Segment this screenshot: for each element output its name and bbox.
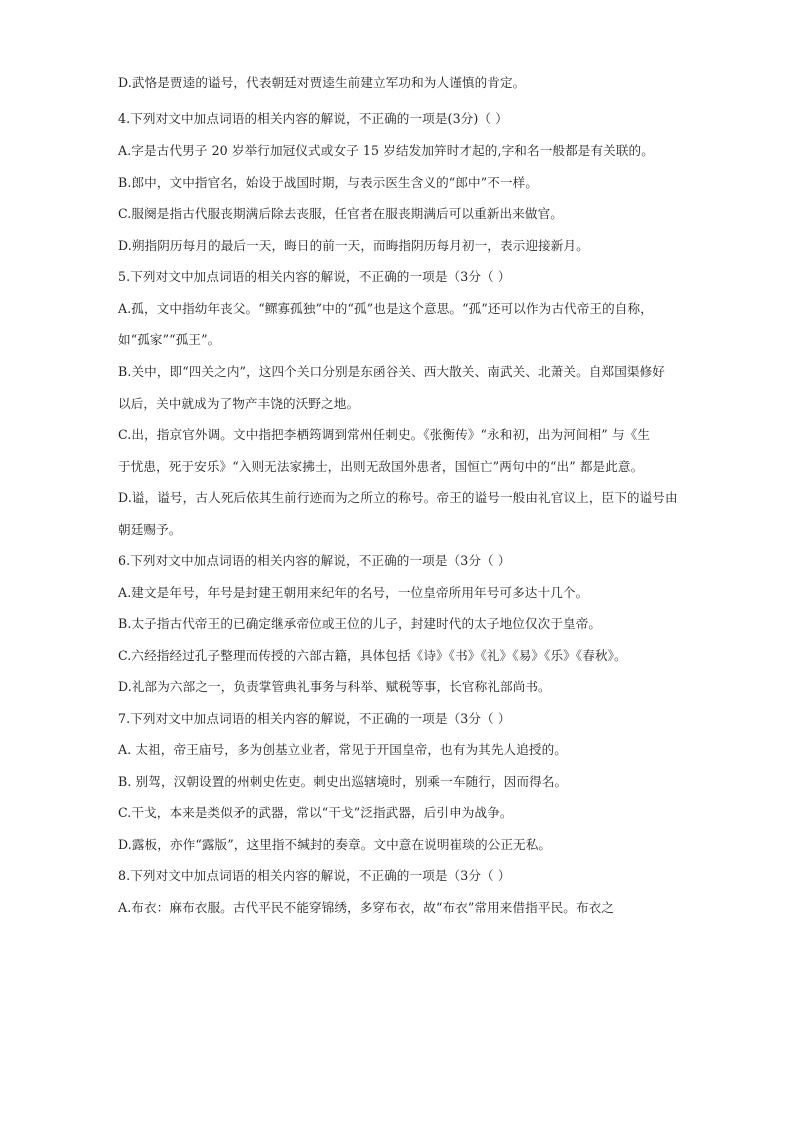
line-option-d-q3: D.武恪是贾逵的谥号，代表朝廷对贾逵生前建立军功和为人谨慎的肯定。: [118, 75, 526, 90]
line-question-4: 4.下列对文中加点词语的相关内容的解说，不正确的一项是(3分)（ ）: [118, 111, 508, 126]
line-option-a-q5: A.孤，文中指幼年丧父。“鳏寡孤独”中的“孤”也是这个意思。“孤”还可以作为古代帝王的自称，: [118, 301, 653, 316]
line-option-d-q5-cont: 朝廷赐予。: [118, 522, 182, 537]
line-option-c-q5-cont: 于忧患，死于安乐》“入则无法家拂士，出则无敌国外患者，国恒亡”两句中的“出” 都是此意。: [118, 459, 644, 474]
line-option-b-q5-cont: 以后，关中就成为了物产丰饶的沃野之地。: [118, 396, 360, 411]
line-option-d-q4: D.朔指阴历每月的最后一天，晦日的前一天，而晦指阴历每月初一，表示迎接新月。: [118, 238, 589, 253]
line-option-d-q5: D.谥，谥号，古人死后依其生前行迹而为之所立的称号。帝王的谥号一般由礼官议上，臣下的谥号由: [118, 490, 678, 505]
line-option-a-q4: A.字是古代男子 20 岁举行加冠仪式或女子 15 岁结发加笄时才起的,字和名一般都是有关联的。: [118, 143, 654, 158]
line-option-b-q5: B.关中，即“四关之内”，这四个关口分别是东函谷关、西大散关、南武关、北萧关。自郑国渠修好: [118, 364, 665, 379]
line-option-c-q6: C.六经指经过孔子整理而传授的六部古籍，具体包括《诗》《书》《礼》《易》《乐》《春秋》。: [118, 648, 627, 663]
line-option-c-q4: C.服阕是指古代服丧期满后除去丧服，任官者在服丧期满后可以重新出来做官。: [118, 206, 563, 221]
line-option-b-q6: B.太子指古代帝王的已确定继承帝位或王位的儿子，封建时代的太子地位仅次于皇帝。: [118, 616, 602, 631]
line-question-8: 8.下列对文中加点词语的相关内容的解说，不正确的一项是（3分（ ）: [118, 868, 511, 883]
line-option-b-q4: B.郎中，文中指官名，始设于战国时期，与表示医生含义的“郎中”不一样。: [118, 175, 539, 190]
line-option-c-q5: C.出，指京官外调。文中指把李栖筠调到常州任刺史。《张衡传》“永和初，出为河间相” 与《生: [118, 427, 651, 442]
line-option-b-q7: B. 别驾，汉朝设置的州刺史佐吏。刺史出巡辖境时，别乘一车随行，因而得名。: [118, 774, 568, 789]
line-option-a-q8: A.布衣：麻布衣服。古代平民不能穿锦绣，多穿布衣，故“布衣”常用来借指平民。布衣之: [118, 900, 615, 915]
line-option-c-q7: C.干戈，本来是类似矛的武器，常以“干戈”泛指武器，后引申为战争。: [118, 805, 513, 820]
line-option-a-q5-cont: 如“孤家”“孤王”。: [118, 332, 221, 347]
line-option-d-q6: D.礼部为六部之一，负责掌管典礼事务与科举、赋税等事，长官称礼部尚书。: [118, 679, 551, 694]
line-question-6: 6.下列对文中加点词语的相关内容的解说，不正确的一项是（3分（ ）: [118, 553, 511, 568]
line-option-a-q7: A. 太祖，帝王庙号，多为创基立业者，常见于开国皇帝，也有为其先人追授的。: [118, 742, 567, 757]
line-question-7: 7.下列对文中加点词语的相关内容的解说，不正确的一项是（3分（ ）: [118, 711, 511, 726]
line-option-a-q6: A.建文是年号，年号是封建王朝用来纪年的名号，一位皇帝所用年号可多达十几个。: [118, 585, 589, 600]
line-option-d-q7: D.露板，亦作“露版”，这里指不缄封的奏章。文中意在说明崔琰的公正无私。: [118, 837, 552, 852]
line-question-5: 5.下列对文中加点词语的相关内容的解说，不正确的一项是（3分（ ）: [118, 269, 511, 284]
